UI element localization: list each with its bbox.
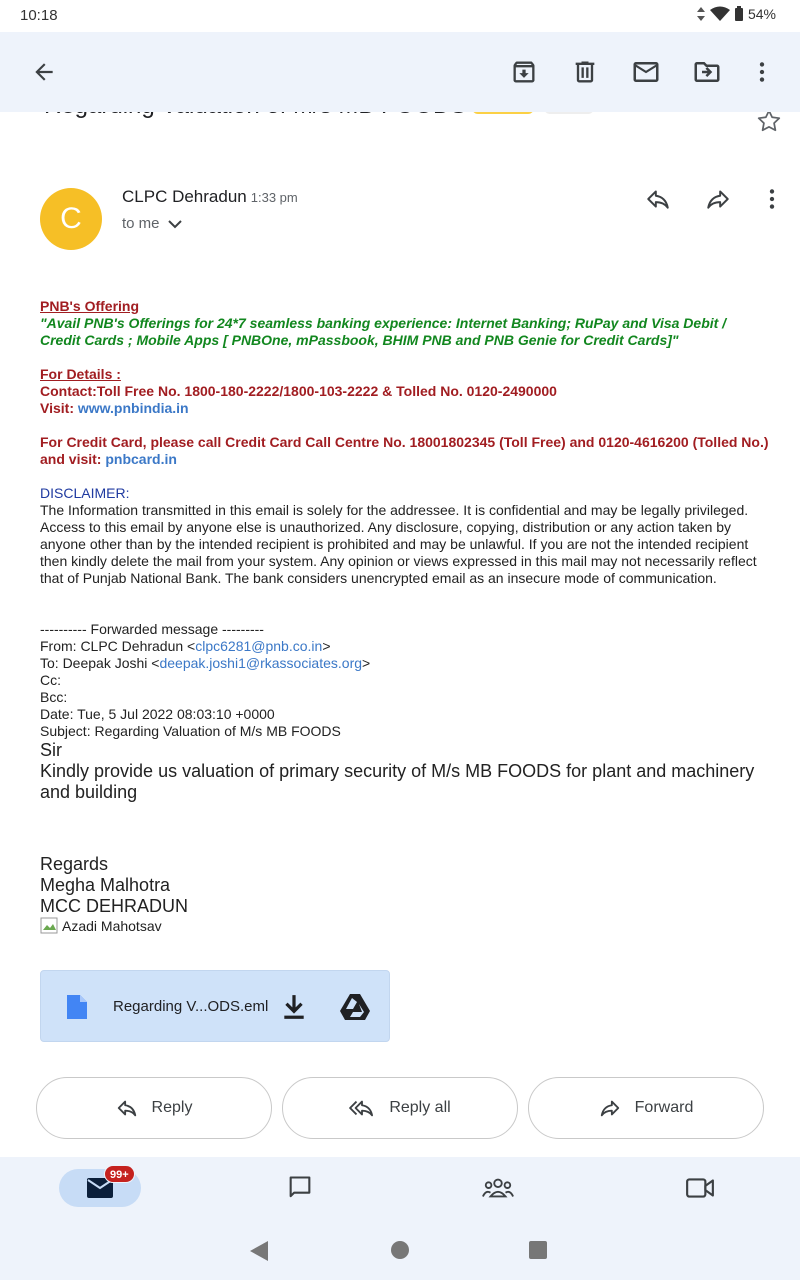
archive-icon[interactable] — [508, 56, 540, 88]
mark-unread-icon[interactable] — [630, 56, 662, 88]
forward-icon[interactable] — [703, 184, 733, 214]
status-time: 10:18 — [20, 7, 58, 24]
forward-date: Date: Tue, 5 Jul 2022 08:03:10 +0000 — [40, 706, 275, 722]
wifi-icon — [710, 6, 730, 22]
to-email-link[interactable]: deepak.joshi1@rkassociates.org — [159, 655, 363, 671]
forward-icon — [599, 1097, 621, 1119]
reply-icon[interactable] — [643, 184, 673, 214]
drive-icon[interactable] — [339, 993, 371, 1021]
unread-badge: 99+ — [104, 1165, 135, 1183]
status-icons — [696, 6, 776, 22]
battery-icon — [734, 6, 744, 22]
people-icon — [482, 1174, 514, 1202]
system-home-icon[interactable] — [390, 1239, 410, 1261]
chevron-down-icon — [168, 219, 182, 229]
nav-spaces[interactable] — [482, 1173, 514, 1203]
bottom-navigation — [0, 1157, 800, 1280]
salutation: Sir — [40, 740, 62, 760]
chat-icon — [285, 1174, 315, 1202]
to-me-label: to me — [122, 215, 160, 232]
delete-icon[interactable] — [569, 56, 601, 88]
details-heading: For Details : — [40, 366, 121, 382]
avatar[interactable]: C — [40, 188, 102, 250]
forward-subject: Subject: Regarding Valuation of M/s MB FOODS — [40, 723, 341, 739]
status-bar — [0, 0, 800, 32]
nav-meet[interactable] — [684, 1173, 716, 1203]
credit-card-line: For Credit Card, please call Credit Card Call Centre No. 18001802345 (Toll Free) and 0120-4616200 (Tolled No.) and visit: pnbcard.in — [40, 434, 769, 467]
signer-office: MCC DEHRADUN — [40, 896, 188, 916]
download-icon[interactable] — [281, 993, 307, 1021]
forward-bcc: Bcc: — [40, 689, 68, 705]
sent-time: 1:33 pm — [250, 190, 298, 205]
forwarded-header: ---------- Forwarded message --------- — [40, 621, 264, 637]
message-text: Kindly provide us valuation of primary security of M/s MB FOODS for plant and machinery and building — [40, 761, 755, 802]
pnbcard-link[interactable]: pnbcard.in — [105, 451, 177, 467]
forward-button[interactable]: Forward — [528, 1077, 764, 1139]
image-alt-text: Azadi Mahotsav — [62, 917, 162, 934]
system-recents-icon[interactable] — [527, 1239, 549, 1261]
offering-heading: PNB's Offering — [40, 298, 140, 314]
forward-cc: Cc: — [40, 672, 61, 688]
data-arrows-icon — [696, 6, 706, 22]
nav-chat[interactable] — [284, 1173, 316, 1203]
reply-all-button[interactable]: Reply all — [282, 1077, 518, 1139]
from-email-link[interactable]: clpc6281@pnb.co.in — [195, 638, 323, 654]
visit-line: Visit: www.pnbindia.in — [40, 400, 189, 416]
move-to-icon[interactable] — [691, 56, 723, 88]
star-icon[interactable] — [756, 108, 782, 139]
reply-icon — [116, 1097, 138, 1119]
reply-all-icon — [349, 1097, 375, 1119]
system-back-icon[interactable] — [248, 1239, 270, 1263]
video-camera-icon — [685, 1176, 715, 1200]
broken-image — [40, 917, 770, 935]
message-body — [40, 298, 770, 935]
back-icon[interactable] — [28, 56, 60, 88]
pnbindia-link[interactable]: www.pnbindia.in — [77, 400, 189, 416]
recipients-toggle[interactable] — [122, 215, 182, 232]
battery-percent: 54% — [747, 6, 776, 22]
disclaimer-text: The Information transmitted in this email is solely for the addressee. It is confidential and may be legally privileged. Access to this email by anyone else is unauthorized. Any disclosure, copying, distribution or any action taken by anyone other than by the intended recipient is prohibited and may be unlawful. If you are not the intended recipient then kindly delete the mail from your system. Any opinion or views expressed in this mail may not necessarily reflect that of Punjab National Bank. The bank considers unencrypted email as an insecure mode of communication. — [40, 502, 757, 586]
attachment-card[interactable] — [40, 970, 390, 1042]
more-vert-icon[interactable] — [757, 184, 787, 214]
contact-line: Contact:Toll Free No. 1800-180-2222/1800-103-2222 & Tolled No. 0120-2490000 — [40, 383, 557, 399]
sender-line — [122, 187, 298, 207]
more-vert-icon[interactable] — [746, 56, 778, 88]
regards: Regards — [40, 854, 109, 874]
app-bar — [0, 32, 800, 112]
disclaimer-heading: DISCLAIMER: — [40, 485, 130, 501]
offering-text: "Avail PNB's Offerings for 24*7 seamless banking experience: Internet Banking; RuPay and Visa Debit / Credit Cards ; Mobile Apps [ PNBOne, mPassbook, BHIM PNB and PNB Genie for Credit Cards]" — [40, 315, 727, 348]
forward-from: From: CLPC Dehradun <clpc6281@pnb.co.in> — [40, 638, 331, 654]
broken-image-icon — [40, 917, 60, 935]
file-icon — [65, 993, 89, 1021]
reply-button[interactable]: Reply — [36, 1077, 272, 1139]
forward-to: To: Deepak Joshi <deepak.joshi1@rkassociates.org> — [40, 655, 371, 671]
signer-name: Megha Malhotra — [40, 875, 171, 895]
attachment-filename: Regarding V...ODS.eml — [113, 998, 269, 1015]
sender-name[interactable]: CLPC Dehradun — [122, 187, 247, 206]
